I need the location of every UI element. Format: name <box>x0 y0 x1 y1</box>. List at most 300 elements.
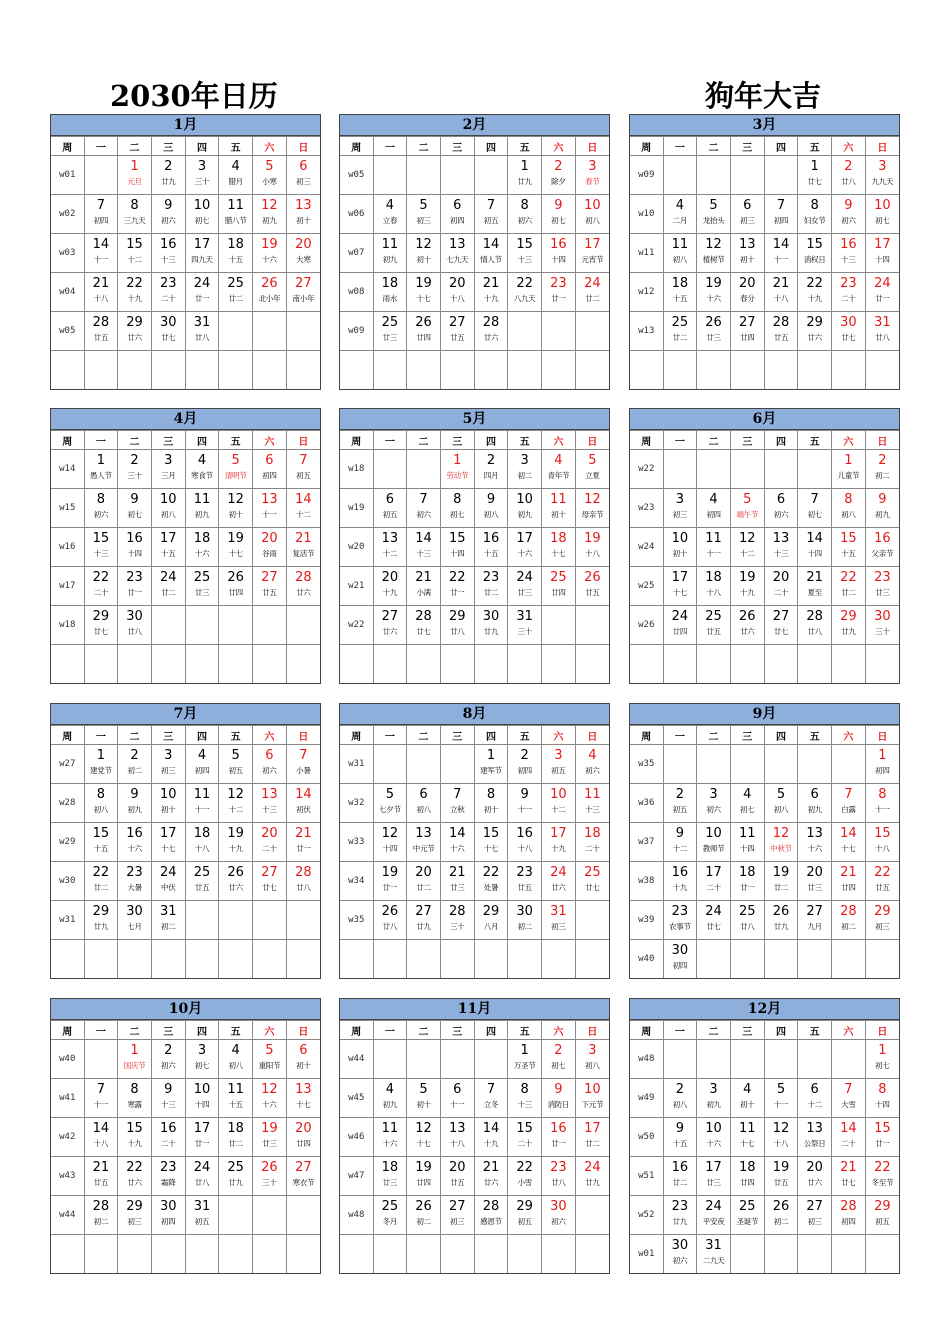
empty-cell <box>286 940 320 979</box>
day-number: 18 <box>584 826 601 841</box>
lunar-label: 十三 <box>585 805 600 814</box>
day-number: 26 <box>381 904 399 919</box>
day-number: 29 <box>126 315 143 330</box>
day-cell <box>286 784 320 823</box>
day-cell <box>373 489 407 528</box>
weekday-header: 四 <box>764 431 798 450</box>
day-number: 11 <box>193 492 211 507</box>
day-number: 4 <box>197 453 207 468</box>
empty-cell <box>373 351 407 390</box>
day-number: 4 <box>231 1043 240 1058</box>
day-cell <box>219 528 253 567</box>
lunar-label: 十九 <box>127 294 142 303</box>
weekday-header: 四 <box>474 726 508 745</box>
empty-cell <box>84 940 118 979</box>
day-number: 10 <box>874 198 891 213</box>
day-number: 2 <box>164 1043 173 1058</box>
month-calendar <box>339 998 610 1274</box>
week-number: w18 <box>340 450 373 489</box>
day-cell <box>474 1196 508 1235</box>
lunar-label: 十八 <box>773 294 789 303</box>
day-cell <box>697 1079 731 1118</box>
day-number: 14 <box>92 1121 110 1136</box>
lunar-label: 廿五 <box>706 627 721 636</box>
empty-cell <box>407 450 441 489</box>
weekday-header: 二 <box>407 1021 441 1040</box>
lunar-label: 廿一 <box>296 844 311 853</box>
lunar-label: 十八 <box>875 844 890 853</box>
day-number: 24 <box>705 904 722 919</box>
day-number: 22 <box>92 570 110 585</box>
day-number: 14 <box>772 237 790 252</box>
empty-cell <box>219 901 253 940</box>
day-number: 2 <box>554 1043 563 1058</box>
week-number: w25 <box>630 567 663 606</box>
weekday-header: 日 <box>286 431 320 450</box>
empty-cell <box>253 312 287 351</box>
week-number: w09 <box>340 312 373 351</box>
lunar-label: 廿三 <box>262 1139 277 1148</box>
lunar-label: 初七 <box>194 216 210 225</box>
day-number: 22 <box>516 1160 533 1175</box>
empty-cell <box>575 351 609 390</box>
day-cell <box>832 1079 866 1118</box>
day-number: 4 <box>709 492 718 507</box>
lunar-label: 国庆节 <box>123 1061 146 1070</box>
weekday-header: 周 <box>340 431 373 450</box>
day-cell <box>663 940 697 979</box>
day-cell <box>865 823 899 862</box>
day-number: 9 <box>130 787 139 802</box>
day-cell <box>730 1196 764 1235</box>
day-cell <box>440 606 474 645</box>
empty-cell <box>764 156 798 195</box>
weekday-header: 二 <box>697 431 731 450</box>
empty-cell <box>575 606 609 645</box>
day-number: 14 <box>92 237 110 252</box>
day-cell <box>219 195 253 234</box>
day-cell <box>663 1079 697 1118</box>
lunar-label: 廿三 <box>706 333 721 342</box>
day-number: 16 <box>550 1121 567 1136</box>
day-cell <box>185 784 219 823</box>
empty-cell <box>407 1040 441 1079</box>
lunar-label: 寒露 <box>127 1100 142 1109</box>
empty-cell <box>575 645 609 684</box>
weekday-header: 一 <box>663 1021 697 1040</box>
day-number: 14 <box>295 492 312 507</box>
day-number: 29 <box>482 904 500 919</box>
empty-cell <box>185 1235 219 1274</box>
weekday-header: 五 <box>508 1021 542 1040</box>
day-number: 24 <box>671 609 689 624</box>
day-number: 22 <box>874 865 891 880</box>
lunar-label: 十六 <box>517 549 532 558</box>
empty-cell <box>118 645 152 684</box>
day-number: 24 <box>193 1160 211 1175</box>
day-cell <box>84 1157 118 1196</box>
day-cell <box>474 273 508 312</box>
empty-cell <box>697 1040 731 1079</box>
day-number: 23 <box>126 865 143 880</box>
empty-cell <box>185 940 219 979</box>
day-number: 13 <box>806 1121 823 1136</box>
weekday-header: 六 <box>542 431 576 450</box>
lunar-label: 廿二 <box>483 588 499 597</box>
week-number: w39 <box>630 901 663 940</box>
week-number: w13 <box>630 312 663 351</box>
lunar-label: 十六 <box>382 1139 398 1148</box>
empty-cell <box>373 940 407 979</box>
lunar-label: 十六 <box>706 1139 721 1148</box>
day-cell <box>219 1118 253 1157</box>
weekday-header: 二 <box>697 137 731 156</box>
day-number: 17 <box>874 237 891 252</box>
day-cell <box>663 195 697 234</box>
week-number: w10 <box>630 195 663 234</box>
day-number: 3 <box>588 1043 597 1058</box>
day-cell <box>663 1235 697 1274</box>
lunar-label: 初四 <box>841 1217 856 1226</box>
lunar-label: 廿一 <box>875 294 890 303</box>
weekday-header: 一 <box>373 431 407 450</box>
day-number: 17 <box>584 237 601 252</box>
day-number: 21 <box>806 570 823 585</box>
lunar-label: 十四 <box>127 549 142 558</box>
empty-cell <box>253 1196 287 1235</box>
lunar-label: 十六 <box>127 844 142 853</box>
day-cell <box>697 528 731 567</box>
lunar-label: 十三 <box>841 255 856 264</box>
day-number: 7 <box>299 748 308 763</box>
lunar-label: 初十 <box>296 1061 311 1070</box>
day-cell <box>798 606 832 645</box>
day-cell <box>440 234 474 273</box>
day-number: 5 <box>709 198 718 213</box>
day-number: 25 <box>227 1160 244 1175</box>
lunar-label: 三十 <box>262 1178 277 1187</box>
day-cell <box>185 156 219 195</box>
lunar-label: 廿七 <box>841 333 856 342</box>
lunar-label: 十五 <box>228 255 243 264</box>
lunar-label: 廿五 <box>93 1178 109 1187</box>
lunar-label: 廿八 <box>194 333 210 342</box>
empty-cell <box>764 645 798 684</box>
day-number: 20 <box>806 865 823 880</box>
lunar-label: 十九 <box>740 588 755 597</box>
day-cell <box>575 745 609 784</box>
weekday-header: 五 <box>219 137 253 156</box>
lunar-label: 初五 <box>875 1217 890 1226</box>
month-calendar <box>339 408 610 684</box>
day-cell <box>764 312 798 351</box>
day-cell <box>474 312 508 351</box>
day-cell <box>697 567 731 606</box>
day-cell <box>730 1118 764 1157</box>
day-cell <box>286 1079 320 1118</box>
day-cell <box>474 195 508 234</box>
day-cell <box>84 1118 118 1157</box>
day-cell <box>407 312 441 351</box>
week-number: w04 <box>51 273 84 312</box>
day-cell <box>151 273 185 312</box>
day-number: 3 <box>878 159 887 174</box>
weekday-header: 四 <box>185 1021 219 1040</box>
lunar-label: 中伏 <box>161 883 176 892</box>
day-cell <box>730 234 764 273</box>
day-number: 4 <box>743 1082 752 1097</box>
day-cell <box>373 312 407 351</box>
lunar-label: 四月 <box>483 471 499 480</box>
day-number: 14 <box>482 1121 500 1136</box>
day-number: 16 <box>516 826 533 841</box>
lunar-label: 初六 <box>551 1217 566 1226</box>
lunar-label: 初四 <box>672 961 688 970</box>
empty-cell <box>832 351 866 390</box>
lunar-label: 廿四 <box>841 883 856 892</box>
lunar-label: 初四 <box>262 471 277 480</box>
day-cell <box>84 862 118 901</box>
empty-cell <box>373 450 407 489</box>
empty-cell <box>286 312 320 351</box>
lunar-label: 十九 <box>382 588 398 597</box>
week-number: w31 <box>51 901 84 940</box>
day-cell <box>663 528 697 567</box>
lunar-label: 初八 <box>773 805 789 814</box>
lunar-label: 初七 <box>450 510 465 519</box>
day-cell <box>508 273 542 312</box>
day-cell <box>575 1079 609 1118</box>
day-cell <box>118 901 152 940</box>
weekday-header: 周 <box>630 726 663 745</box>
day-cell <box>542 823 576 862</box>
week-number <box>340 645 373 684</box>
day-number: 3 <box>164 453 173 468</box>
week-number: w50 <box>630 1118 663 1157</box>
day-number: 1 <box>878 748 887 763</box>
day-cell <box>865 745 899 784</box>
day-number: 13 <box>261 492 278 507</box>
day-cell <box>575 784 609 823</box>
weekday-header: 二 <box>407 431 441 450</box>
lunar-label: 腊月 <box>228 177 243 186</box>
lunar-label: 廿八 <box>875 333 890 342</box>
empty-cell <box>730 1235 764 1274</box>
day-cell <box>730 1157 764 1196</box>
day-cell <box>84 312 118 351</box>
day-number: 8 <box>520 1082 529 1097</box>
day-cell <box>118 450 152 489</box>
day-number: 4 <box>675 198 684 213</box>
lunar-label: 重阳节 <box>258 1061 281 1070</box>
empty-cell <box>474 156 508 195</box>
day-number: 26 <box>415 315 432 330</box>
lunar-label: 廿五 <box>450 1178 465 1187</box>
lunar-label: 廿二 <box>228 1139 243 1148</box>
lunar-label: 植树节 <box>702 255 725 264</box>
day-cell <box>253 195 287 234</box>
lunar-label: 初六 <box>773 510 789 519</box>
lunar-label: 十九 <box>483 294 499 303</box>
lunar-label: 初五 <box>517 1217 532 1226</box>
day-number: 27 <box>772 609 790 624</box>
weekday-header: 二 <box>118 1021 152 1040</box>
day-cell <box>832 784 866 823</box>
lunar-label: 大寒 <box>296 255 311 264</box>
day-cell <box>474 234 508 273</box>
day-number: 11 <box>738 1121 756 1136</box>
day-number: 5 <box>776 787 786 802</box>
month-calendar <box>629 703 900 979</box>
lunar-label: 廿七 <box>161 333 176 342</box>
empty-cell <box>440 156 474 195</box>
day-number: 9 <box>878 492 887 507</box>
lunar-label: 初八 <box>416 805 431 814</box>
day-number: 1 <box>453 453 462 468</box>
day-number: 14 <box>840 826 857 841</box>
lunar-label: 十三 <box>262 805 277 814</box>
day-cell <box>663 312 697 351</box>
day-cell <box>764 784 798 823</box>
day-cell <box>798 901 832 940</box>
day-cell <box>253 1157 287 1196</box>
empty-cell <box>219 1196 253 1235</box>
weekday-header: 一 <box>663 137 697 156</box>
lunar-label: 初十 <box>740 1100 755 1109</box>
empty-cell <box>663 1040 697 1079</box>
lunar-label: 初七 <box>875 216 890 225</box>
day-number: 24 <box>874 276 891 291</box>
lunar-label: 十五 <box>672 294 688 303</box>
empty-cell <box>84 1235 118 1274</box>
lunar-label: 南小年 <box>292 294 315 303</box>
weekday-header: 周 <box>51 137 84 156</box>
lunar-label: 廿五 <box>450 333 465 342</box>
day-number: 11 <box>584 787 601 802</box>
lunar-label: 初六 <box>585 766 600 775</box>
day-cell <box>730 862 764 901</box>
lunar-label: 初九 <box>807 805 822 814</box>
day-number: 7 <box>844 787 853 802</box>
day-number: 10 <box>550 787 567 802</box>
day-cell <box>508 1196 542 1235</box>
lunar-label: 感恩节 <box>480 1217 502 1226</box>
lunar-label: 廿九 <box>585 1178 600 1187</box>
lunar-label: 廿二 <box>93 883 109 892</box>
day-cell <box>118 273 152 312</box>
day-cell <box>151 1157 185 1196</box>
day-number: 12 <box>261 1082 278 1097</box>
lunar-label: 端午节 <box>736 510 759 519</box>
weekday-header: 二 <box>407 137 441 156</box>
week-number: w40 <box>51 1040 84 1079</box>
lunar-label: 寒食节 <box>191 471 213 480</box>
lunar-label: 消防日 <box>547 1100 570 1109</box>
empty-cell <box>832 940 866 979</box>
lunar-label: 十五 <box>672 1139 688 1148</box>
day-cell <box>407 234 441 273</box>
lunar-label: 十七 <box>416 1139 431 1148</box>
lunar-label: 冬月 <box>382 1217 398 1226</box>
day-cell <box>407 784 441 823</box>
day-number: 6 <box>810 787 819 802</box>
day-cell <box>832 273 866 312</box>
day-cell <box>373 234 407 273</box>
week-number: w07 <box>340 234 373 273</box>
day-cell <box>508 745 542 784</box>
lunar-label: 十二 <box>296 510 311 519</box>
day-cell <box>151 195 185 234</box>
lunar-label: 十三 <box>416 549 431 558</box>
day-number: 1 <box>878 1043 887 1058</box>
day-cell <box>865 195 899 234</box>
month-title: 3月 <box>630 115 899 136</box>
week-number: w23 <box>630 489 663 528</box>
lunar-label: 廿七 <box>416 627 431 636</box>
day-number: 22 <box>874 1160 891 1175</box>
lunar-label: 廿二 <box>841 588 856 597</box>
empty-cell <box>832 1235 866 1274</box>
day-cell <box>865 567 899 606</box>
empty-cell <box>185 606 219 645</box>
day-number: 16 <box>550 237 567 252</box>
day-number: 13 <box>738 237 756 252</box>
lunar-label: 廿一 <box>194 1139 210 1148</box>
day-number: 2 <box>878 453 887 468</box>
day-number: 14 <box>415 531 432 546</box>
day-number: 11 <box>738 826 756 841</box>
week-number: w14 <box>51 450 84 489</box>
day-cell <box>865 234 899 273</box>
weekday-header: 五 <box>798 1021 832 1040</box>
day-cell <box>373 273 407 312</box>
lunar-label: 初四 <box>517 766 532 775</box>
day-number: 5 <box>265 1043 274 1058</box>
day-number: 18 <box>705 570 722 585</box>
weekday-header: 一 <box>373 726 407 745</box>
day-number: 12 <box>584 492 601 507</box>
lunar-label: 龙抬头 <box>702 216 725 225</box>
empty-cell <box>575 1196 609 1235</box>
day-cell <box>84 234 118 273</box>
weekday-header: 日 <box>575 137 609 156</box>
day-number: 12 <box>415 237 432 252</box>
lunar-label: 初七 <box>127 510 142 519</box>
lunar-label: 廿八 <box>127 627 142 636</box>
day-number: 17 <box>159 531 177 546</box>
day-number: 25 <box>381 1199 399 1214</box>
lunar-label: 初十 <box>551 510 566 519</box>
empty-cell <box>373 1235 407 1274</box>
empty-cell <box>730 450 764 489</box>
day-cell <box>151 823 185 862</box>
empty-cell <box>185 645 219 684</box>
day-number: 26 <box>772 904 790 919</box>
lunar-label: 三十 <box>194 177 210 186</box>
empty-cell <box>118 1235 152 1274</box>
week-number <box>51 645 84 684</box>
day-cell <box>253 234 287 273</box>
day-cell <box>253 745 287 784</box>
empty-cell <box>697 450 731 489</box>
day-cell <box>151 489 185 528</box>
day-cell <box>697 823 731 862</box>
day-number: 19 <box>705 276 722 291</box>
day-cell <box>865 606 899 645</box>
day-cell <box>373 1157 407 1196</box>
empty-cell <box>663 450 697 489</box>
lunar-label: 复活节 <box>292 549 315 558</box>
